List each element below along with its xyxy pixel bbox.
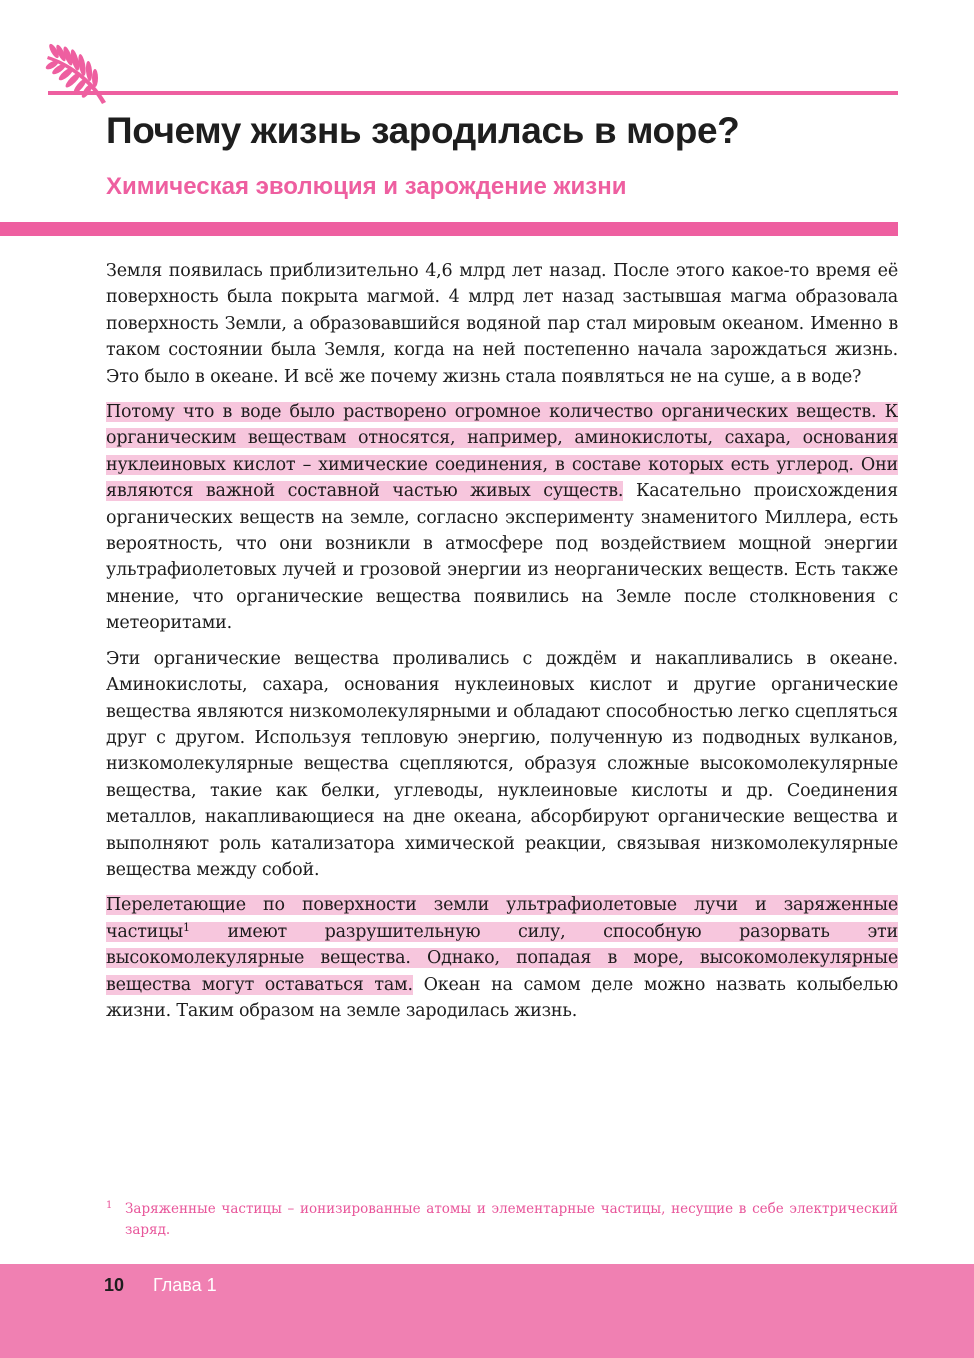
paragraph-text: Океан на самом деле можно назвать колыбелью жизни. Таким образом на земле зародилась жизнь.	[106, 974, 898, 1021]
page-number: 10	[104, 1275, 125, 1295]
footnote-number: 1	[106, 1200, 113, 1211]
page-subtitle: Химическая эволюция и зарождение жизни	[106, 173, 627, 200]
article-body	[106, 258, 898, 1033]
highlighted-text-part: имеют разрушительную силу, способную разорвать эти высокомолекулярные вещества. Однако, попадая в море, высокомолекулярные вещества могут оставаться там.	[106, 921, 898, 995]
fern-icon	[44, 40, 120, 106]
footnote-reference[interactable]: 1	[182, 920, 190, 934]
paragraph-1: Земля появилась приблизительно 4,6 млрд лет назад. После этого какое-то время её поверхность была покрыта магмой. 4 млрд лет назад застывшая магма образовала поверхность Земли, а образовавшийся водяной пар стал мировым океаном. Именно в таком состоянии была Земля, когда на ней постепенно начала зарождаться жизнь. Это было в океане. И всё же почему жизнь стала появляться не на суше, а в воде?	[106, 261, 898, 387]
paragraph-4	[106, 892, 898, 1024]
paragraph-3: Эти органические вещества проливались с дождём и накапливались в океане. Аминокислоты, сахара, основания нуклеиновых кислот и другие органические вещества являются низкомолекулярными и обладают способностью легко сцепляться друг с другом. Используя тепловую энергию, полученную из подводных вулканов, низкомолекулярные вещества сцепляются, образуя сложные высокомолекулярные вещества, такие как белки, углеводы, нуклеиновые кислоты и др. Соединения металлов, накапливающиеся на дне океана, абсорбируют органические вещества и выполняют роль катализатора химической реакции, связывая низкомолекулярные вещества между собой.	[106, 648, 898, 880]
chapter-label: Глава 1	[153, 1275, 217, 1295]
paragraph-text: Касательно происхождения органических веществ на земле, согласно эксперименту знаменитого Миллера, есть вероятность, что они возникли в атмосфере под воздействием мощной энергии ультрафиолетовых лучей и грозовой энергии из неорганических веществ. Есть также мнение, что органические вещества появились на Земле после столкновения с метеоритами.	[106, 481, 898, 634]
footer-band	[0, 1264, 974, 1358]
paragraph-2	[106, 399, 898, 637]
footnote	[106, 1199, 898, 1241]
header-band	[0, 222, 898, 236]
top-rule	[48, 91, 898, 95]
highlighted-text-part: Перелетающие по поверхности земли ультрафиолетовые лучи и заряженные частицы	[106, 895, 898, 942]
footnote-text: Заряженные частицы – ионизированные атомы и элементарные частицы, несущие в себе электрический заряд.	[125, 1201, 898, 1238]
highlighted-text: Потому что в воде было растворено огромное количество органических веществ. К органическим веществам относятся, например, аминокислоты, сахара, основания нуклеиновых кислот – химические соединения, в составе которых есть углерод. Они являются важной составной частью живых существ.	[106, 402, 898, 502]
page-title: Почему жизнь зародилась в море?	[106, 110, 740, 151]
